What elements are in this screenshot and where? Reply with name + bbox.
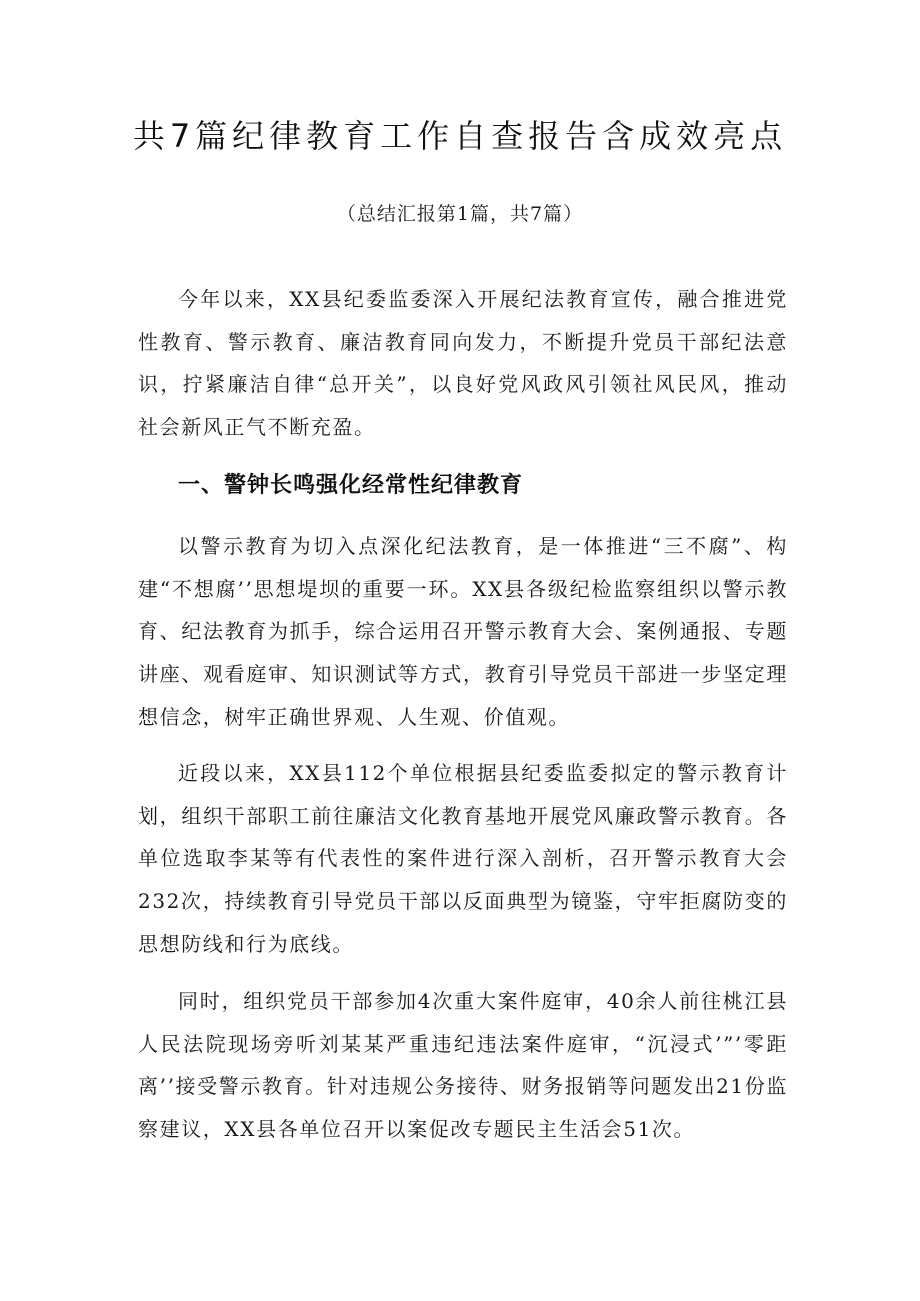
intro-paragraph: 今年以来，XX县纪委监委深入开展纪法教育宣传，融合推进党性教育、警示教育、廉洁教育同向发力，不断提升党员干部纪法意识，拧紧廉洁自律“总开关”，以良好党风政风引领社风民风，推动社会新风正气不断充盈。 — [138, 287, 788, 440]
body-paragraph: 以警示教育为切入点深化纪法教育，是一体推进“三不腐”、构建“不想腐’’思想堤坝的重要一环。XX县各级纪检监察组织以警示教育、纪法教育为抓手，综合运用召开警示教育大会、案例通报、专题讲座、观看庭审、知识测试等方式，教育引导党员干部进一步坚定理想信念，树牢正确世界观、人生观、价值观。 — [138, 534, 788, 729]
document-subtitle: （总结汇报第1篇，共7篇） — [336, 203, 584, 225]
section-heading: 一、警钟长鸣强化经常性纪律教育 — [178, 473, 524, 498]
body-paragraph: 同时，组织党员干部参加4次重大案件庭审，40余人前往桃江县人民法院现场旁听刘某某严重违纪违法案件庭审，“沉浸式’”’零距离’’接受警示教育。针对违规公务接待、财务报销等问题发出21份监察建议，XX县各单位召开以案促改专题民主生活会51次。 — [138, 989, 788, 1142]
body-paragraph: 近段以来，XX县112个单位根据县纪委监委拟定的警示教育计划，组织干部职工前往廉洁文化教育基地开展党风廉政警示教育。各单位选取李某等有代表性的案件进行深入剖析，召开警示教育大会232次，持续教育引导党员干部以反面典型为镜鉴，守牢拒腐防变的思想防线和行为底线。 — [138, 761, 788, 956]
document-title: 共7篇纪律教育工作自查报告含成效亮点 — [132, 117, 788, 155]
